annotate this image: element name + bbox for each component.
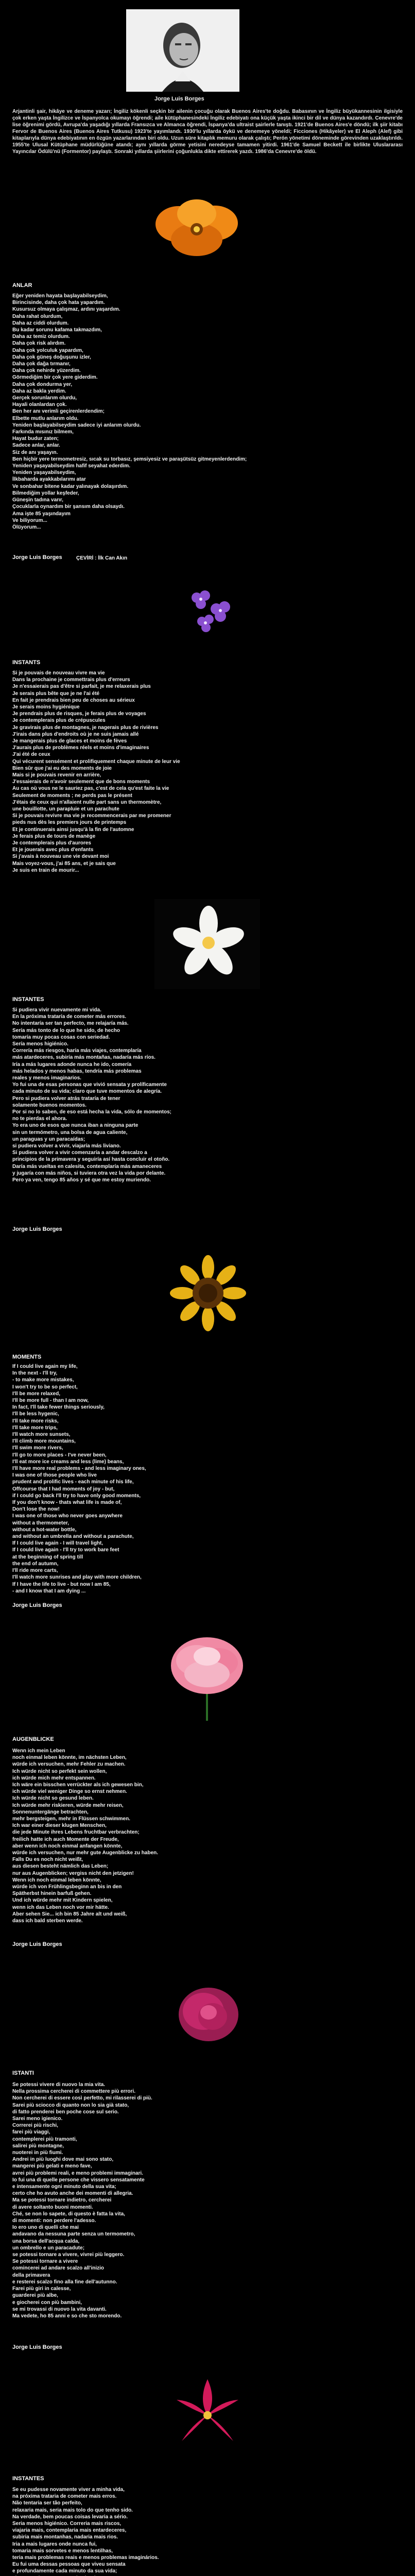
flower-image-rose bbox=[162, 1973, 255, 2058]
poem-title: ISTANTI bbox=[12, 2070, 34, 2076]
frangipani-illustration bbox=[154, 899, 260, 989]
author-bio: Arjantinli şair, hikâye ve deneme yazarı; İngiliz kökenli seçkin bir ailenin çocuğu olarak Buenos Aires'te doğdu. Babasının ve İngiliz büyükannesinin ilgisiyle çok erken yaşta İngilizce ve İspanyolca okumayı öğrendi; aile kütüphanesindeki İngiliz edebiyatı ona küçük yaşta ikinci bir dil ve dünya kazandırdı. Cenevre'de lise öğrenimi gördü, Avrupa'da yaşadığı yıllarda Fransızca ve Almanca öğrendi, İspanya'da ultraist şairlerle tanıştı. 1921'de Buenos Aires'e döndü; ilk şiir kitabı Fervor de Buenos Aires (Buenos Aires Tutkusu) 1923'te yayımlandı. 1930'lu yıllarda öykü ve denemeye yöneldi; Ficciones (Hikâyeler) ve El Aleph (Alef) gibi kitaplarıyla dünya edebiyatının en özgün yazarlarından biri oldu. Uzun süre kitaplık memuru olarak çalıştı; Perón yönetimi döneminde görevinden uzaklaştırıldı. 1955'te Ulusal Kütüphane müdürlüğüne atandı; aynı yıllarda görme yetisini neredeyse tamamen yitirdi. 1961'de Samuel Beckett ile birlikte Uluslararası Yayıncılar Ödülü'nü (Formentor) paylaştı. Sonraki yıllarda şiirlerini çoğunlukla dikte ettirerek yazdı. 1986'da Cenevre'de öldü. bbox=[12, 109, 403, 155]
sunflower-illustration bbox=[161, 1248, 256, 1338]
poem-text: Eğer yeniden hayata başlayabilseydim, Birincisinde, daha çok hata yapardım. Kusursuz olmaya çalışmaz, ardını yaşardım. Daha rahat olurdum, Daha az ciddi olurdum. Bu kadar sorunu kafama takmazdım, Daha az temiz olurdum. Daha çok risk alırdım. Daha çok yolculuk yapardım, Daha çok güneş doğuşunu izler, Daha çok dağa tırmanır, Daha çok nehirde yüzerdim. Görmediğim bir çok yere giderdim. Daha çok dondurma yer, Daha az bakla yerdim. Gerçek sorunlarım olurdu, Hayali olanlardan çok. Ben her anı verimli geçirenlerdendim; Elbette mutlu anlarım oldu. Yeniden başlayabilseydim sadece iyi anlarım olurdu. Farkında mısınız bilmem, Hayat budur zaten; Sadece anlar, anlar. Siz de anı yaşayın. Ben hiçbir yere termometresiz, sıcak su torbasız, şemsiyesiz ve paraşütsüz gitmeyenlerdendim; Yeniden yaşayabilseydim hafif seyahat ederdim. Yeniden yaşayabilseydim, İlkbaharda ayakkabılarımı atar Ve sonbahar bitene kadar yalınayak dolaşırdım. Bilmediğim yollar keşfeder, Güneşin tadına varır, Çocuklarla oynardım bir şansım daha olsaydı. Ama işte 85 yaşındayım Ve biliyorum... Ölüyorum... bbox=[12, 293, 247, 530]
purple-flower-illustration bbox=[175, 577, 239, 649]
poem-text: Se eu pudesse novamente viver a minha vida, na próxima trataria de cometer mais erros. Não tentaria ser tão perfeito, relaxaria mais, seria mais tolo do que tenho sido. Na verdade, bem poucas coisas levaria a sério. Seria menos higiénico. Correria mais riscos, viajaria mais, contemplaria mais entardeceres, subiria mais montanhas, nadaria mais rios. Iria a mais lugares onde nunca fui, tomaria mais sorvetes e menos lentilhas, teria mais problemas reais e menos problemas imaginários. Eu fui uma dessas pessoas que viveu sensata e profundamente cada minuto da sua vida; bbox=[12, 2487, 159, 2574]
flower-image-sunflower bbox=[161, 1248, 256, 1338]
poem-title: INSTANTES bbox=[12, 996, 44, 1003]
poem-title: AUGENBLICKE bbox=[12, 1736, 54, 1742]
carnation-illustration bbox=[149, 1625, 265, 1721]
rose-illustration bbox=[162, 1973, 255, 2058]
poem-title: INSTANTES bbox=[12, 2476, 44, 2482]
poem-author: Jorge Luis Borges bbox=[12, 2344, 62, 2350]
poem-title: INSTANTS bbox=[12, 659, 41, 666]
flower-image-magenta bbox=[164, 2370, 251, 2460]
poem-author: Jorge Luis Borges bbox=[12, 1941, 62, 1947]
poem-title: MOMENTS bbox=[12, 1354, 42, 1360]
flower-image-purple bbox=[175, 577, 239, 649]
flower-image-orange bbox=[135, 185, 258, 276]
orange-poppy-illustration bbox=[135, 185, 258, 276]
magenta-flower-illustration bbox=[164, 2370, 251, 2460]
author-portrait bbox=[126, 9, 239, 92]
translator-credit: ÇEVİRİ : İlk Can Akın bbox=[76, 555, 128, 561]
poem-text: Si je pouvais de nouveau vivre ma vie Dans la prochaine je commettrais plus d'erreurs Je n'essaierais pas d'être si parfait, je me relaxerais plus Je serais plus bête que je ne l'ai été En fait je prendrais bien peu de choses au sérieux Je serais moins hygiénique Je prendrais plus de risques, je ferais plus de voyages Je contemplerais plus de crépuscules Je gravirais plus de montagnes, je nagerais plus de rivières J'irais dans plus d'endroits où je ne suis jamais allé Je mangerais plus de glaces et moins de fèves J'aurais plus de problèmes réels et moins d'imaginaires J'ai été de ceux Qui vécurent sensément et prolifiquement chaque minute de leur vie Bien sûr que j'ai eu des moments de joie Mais si je pouvais revenir en arrière, J'essaierais de n'avoir seulement que de bons moments Au cas où vous ne le sauriez pas, c'est de cela qu'est faite la vie Seulement de moments ; ne perds pas le présent J'étais de ceux qui n'allaient nulle part sans un thermomètre, une bouillotte, un parapluie et un parachute Si je pouvais revivre ma vie je recommencerais par me promener pieds nus dès les premiers jours de printemps Et je continuerais ainsi jusqu'à la fin de l'automne Je ferais plus de tours de manège Je contemplerais plus d'aurores Et je jouerais avec plus d'enfants Si j'avais à nouveau une vie devant moi Mais voyez-vous, j'ai 85 ans, et je sais que Je suis en train de mourir... bbox=[12, 670, 180, 873]
portrait-illustration bbox=[126, 9, 239, 92]
poem-author: Jorge Luis Borges bbox=[12, 554, 62, 561]
poem-author: Jorge Luis Borges bbox=[12, 1602, 62, 1608]
poem-text: Se potessi vivere di nuovo la mia vita. Nella prossima cercherei di commettere più errori. Non cercherei di essere così perfetto, mi rilasserei di più. Sarei più sciocco di quanto non lo sia già stato, di fatto prenderei ben poche cose sul serio. Sarei meno igienico. Correrei più rischi, farei più viaggi, contemplerei più tramonti, salirei più montagne, nuoterei in più fiumi. Andrei in più luoghi dove mai sono stato, mangerei più gelati e meno fave, avrei più problemi reali, e meno problemi immaginari. Io fui una di quelle persone che vissero sensatamente e intensamente ogni minuto della sua vita; certo che ho avuto anche dei momenti di allegria. Ma se potessi tornare indietro, cercherei di avere soltanto buoni momenti. Ché, se non lo sapete, di questo è fatta la vita, di momenti: non perdere l'adesso. Io ero uno di quelli che mai andavano da nessuna parte senza un termometro, una borsa dell'acqua calda, un ombrello e un paracadute; se potessi tornare a vivere, vivrei più leggero. Se potessi tornare a vivere comincerei ad andare scalzo all'inizio della primavera e resterei scalzo fino alla fine dell'autunno. Farei più giri in calesse, guarderei più albe, e giocherei con più bambini, se mi trovassi di nuovo la vita davanti. Ma vedete, ho 85 anni e so che sto morendo. bbox=[12, 2082, 152, 2319]
poem-text: If I could live again my life, In the next - I'll try, - to make more mistakes, I won't try to be so perfect, I'll be more relaxed, I'll be more full - than I am now, In fact, I'll take fewer things seriously, I'll be less hygenic, I'll take more risks, I'll take more trips, I'll watch more sunsets, I'll climb more mountains, I'll swim more rivers, I'll go to more places - I've never been, I'll eat more ice creams and less (lime) beans, I'll have more real problems - and less imaginary ones, I was one of those people who live prudent and prolific lives - each minute of his life, Offcourse that I had moments of joy - but, if I could go back I'll try to have only good moments, If you don't know - thats what life is made of, Don't lose the now! I was one of those who never goes anywhere without a thermometer, without a hot-water bottle, and without an umbrella and without a parachute, If I could live again - I will travel light, If I could live again - I'll try to work bare feet at the beginning of spring till the end of autumn, I'll ride more carts, I'll watch more sunrises and play with more children, If I have the life to live - but now I am 85, - and I know that I am dying ... bbox=[12, 1364, 146, 1594]
poem-author: Jorge Luis Borges bbox=[12, 1226, 62, 1232]
poem-text: Si pudiera vivir nuevamente mi vida. En la próxima trataría de cometer más errores. No intentaría ser tan perfecto, me relajaría más. Sería más tonto de lo que he sido, de hecho tomaría muy pocas cosas con seriedad. Sería menos higiénico. Correría más riesgos, haría más viajes, contemplaría más atardeceres, subiría más montañas, nadaría más ríos. Iría a más lugares adonde nunca he ido, comería más helados y menos habas, tendría más problemas reales y menos imaginarios. Yo fui una de esas personas que vivió sensata y prolíficamente cada minuto de su vida; claro que tuve momentos de alegría. Pero si pudiera volver atrás trataría de tener solamente buenos momentos. Por si no lo saben, de eso está hecha la vida, sólo de momentos; no te pierdas el ahora. Yo era uno de esos que nunca iban a ninguna parte sin un termómetro, una bolsa de agua caliente, un paraguas y un paracaídas; si pudiera volver a vivir, viajaría más liviano. Si pudiera volver a vivir comenzaría a andar descalzo a principios de la primavera y seguiría así hasta concluir el otoño. Daría más vueltas en calesita, contemplaría más amaneceres y jugaría con más niños, si tuviera otra vez la vida por delante. Pero ya ven, tengo 85 años y sé que me estoy muriendo. bbox=[12, 1007, 171, 1183]
portrait-caption: Jorge Luis Borges bbox=[154, 96, 204, 102]
flower-image-white bbox=[154, 899, 260, 989]
poem-title: ANLAR bbox=[12, 282, 32, 289]
flower-image-pink bbox=[149, 1625, 265, 1721]
poem-text: Wenn ich mein Leben noch einmal leben könnte, im nächsten Leben, würde ich versuchen, mehr Fehler zu machen. Ich würde nicht so perfekt sein wollen, ich würde mich mehr entspannen. Ich wäre ein bisschen verrückter als ich gewesen bin, ich würde viel weniger Dinge so ernst nehmen. Ich würde nicht so gesund leben. Ich würde mehr riskieren, würde mehr reisen, Sonnenuntergänge betrachten, mehr bergsteigen, mehr in Flüssen schwimmen. Ich war einer dieser klugen Menschen, die jede Minute ihres Lebens fruchtbar verbrachten; freilich hatte ich auch Momente der Freude, aber wenn ich noch einmal anfangen könnte, würde ich versuchen, nur mehr gute Augenblicke zu haben. Falls Du es noch nicht weißt, aus diesen besteht nämlich das Leben; nur aus Augenblicken; vergiss nicht den jetzigen! Wenn ich noch einmal leben könnte, würde ich von Frühlingsbeginn an bis in den Spätherbst hinein barfuß gehen. Und ich würde mehr mit Kindern spielen, wenn ich das Leben noch vor mir hätte. Aber sehen Sie... ich bin 85 Jahre alt und weiß, dass ich bald sterben werde. bbox=[12, 1748, 159, 1924]
